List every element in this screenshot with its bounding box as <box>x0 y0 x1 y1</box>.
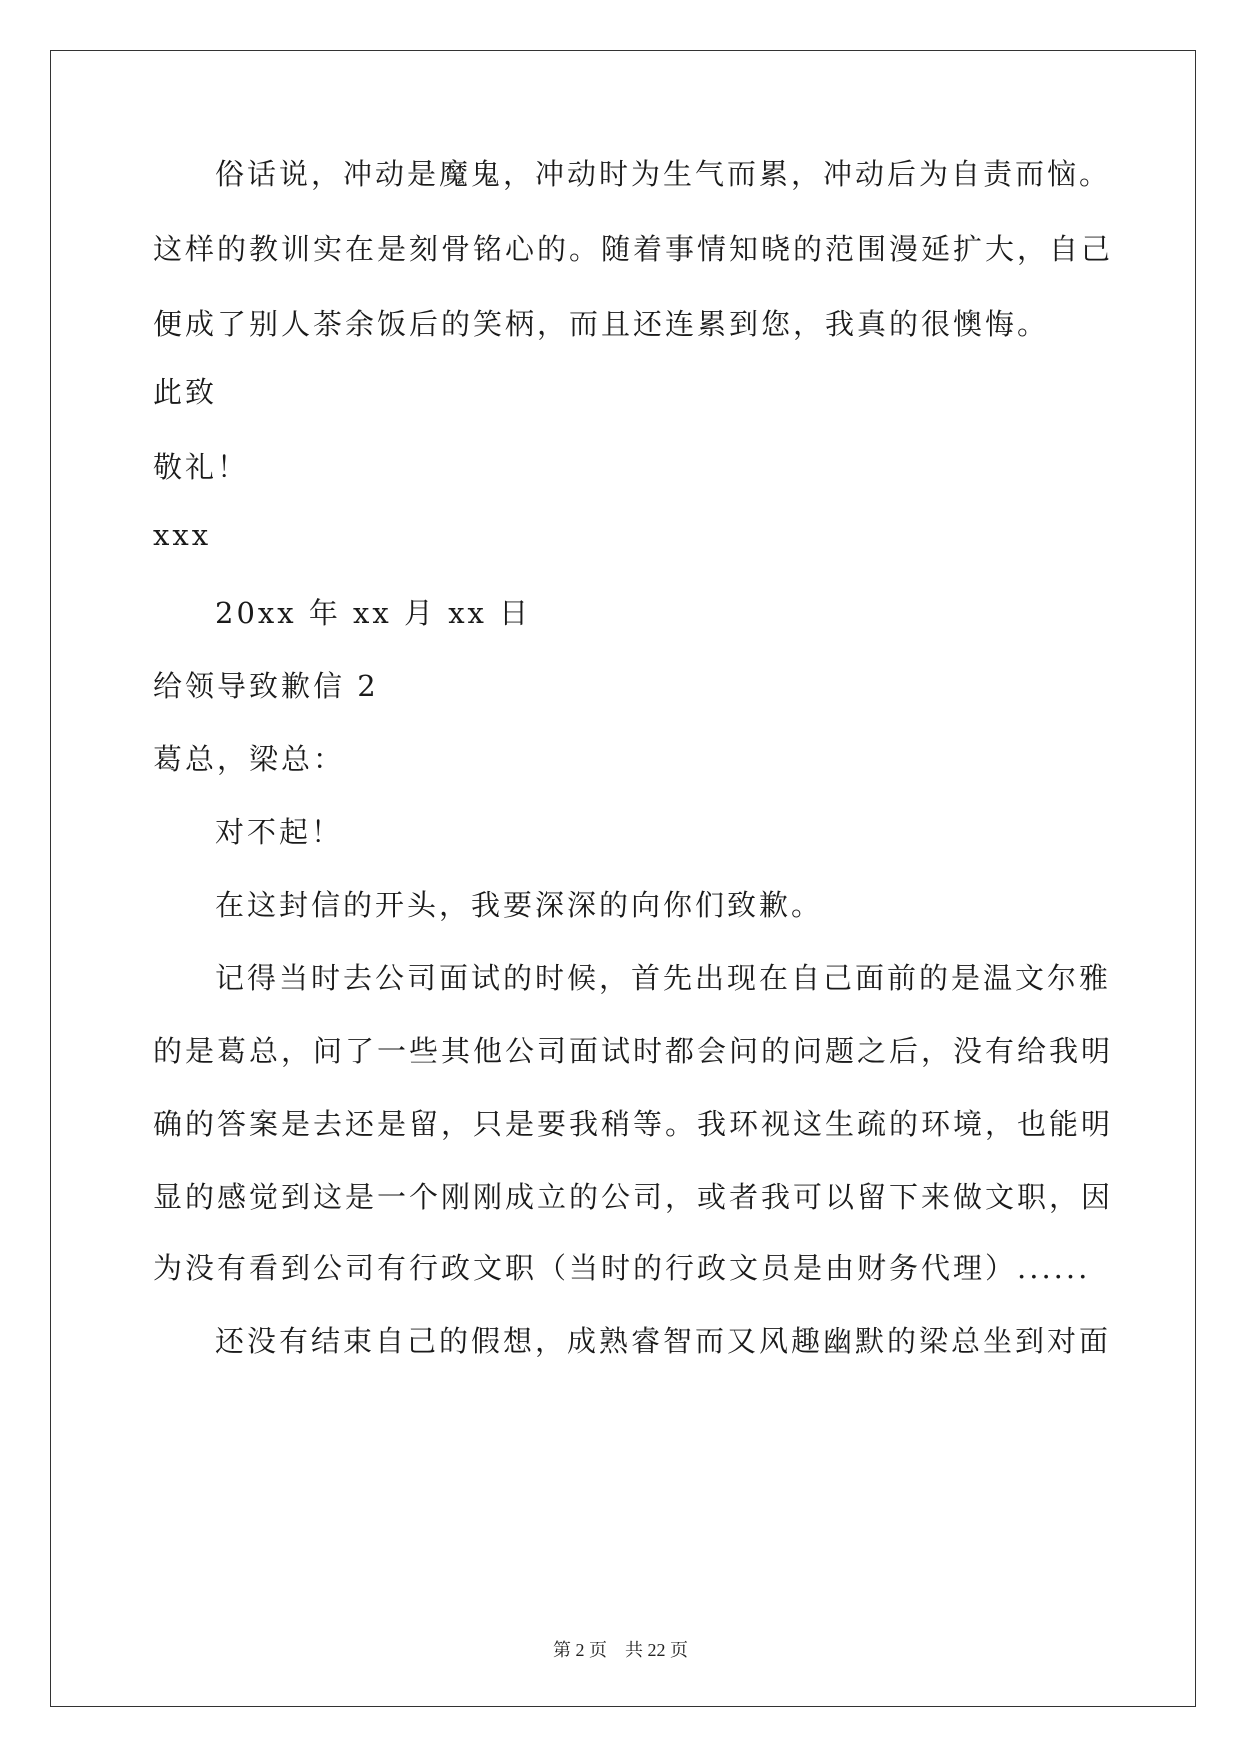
salutation: 葛总，梁总： <box>153 742 346 776</box>
closing-jing-li: 敬礼！ <box>153 450 250 484</box>
paragraph-3-line-4: 显的感觉到这是一个刚刚成立的公司，或者我可以留下来做文职，因 <box>153 1180 1114 1214</box>
paragraph-1-line-2: 这样的教训实在是刻骨铭心的。随着事情知晓的范围漫延扩大，自己 <box>153 232 1114 266</box>
paragraph-3-line-3: 确的答案是去还是留，只是要我稍等。我环视这生疏的环境，也能明 <box>153 1107 1114 1141</box>
closing-ci-zhi: 此致 <box>153 375 218 409</box>
paragraph-4-line-1: 还没有结束自己的假想，成熟睿智而又风趣幽默的梁总坐到对面 <box>215 1324 1112 1358</box>
paragraph-1-line-1: 俗话说，冲动是魔鬼，冲动时为生气而累，冲动后为自责而恼。 <box>215 157 1112 191</box>
apology-exclamation: 对不起！ <box>215 815 344 849</box>
paragraph-3-line-5: 为没有看到公司有行政文职（当时的行政文员是由财务代理）...... <box>153 1251 1091 1285</box>
signature: xxx <box>153 518 212 552</box>
page-number-footer: 第 2 页 共 22 页 <box>553 1640 688 1660</box>
paragraph-3-line-1: 记得当时去公司面试的时候，首先出现在自己面前的是温文尔雅 <box>215 961 1112 995</box>
paragraph-3-line-2: 的是葛总，问了一些其他公司面试时都会问的问题之后，没有给我明 <box>153 1034 1114 1068</box>
paragraph-2: 在这封信的开头，我要深深的向你们致歉。 <box>215 888 824 922</box>
paragraph-1-line-3: 便成了别人茶余饭后的笑柄，而且还连累到您，我真的很懊悔。 <box>153 307 1050 341</box>
page-border <box>50 50 1196 1707</box>
letter-2-heading: 给领导致歉信 2 <box>153 669 379 703</box>
date-line: 20xx 年 xx 月 xx 日 <box>215 596 532 630</box>
